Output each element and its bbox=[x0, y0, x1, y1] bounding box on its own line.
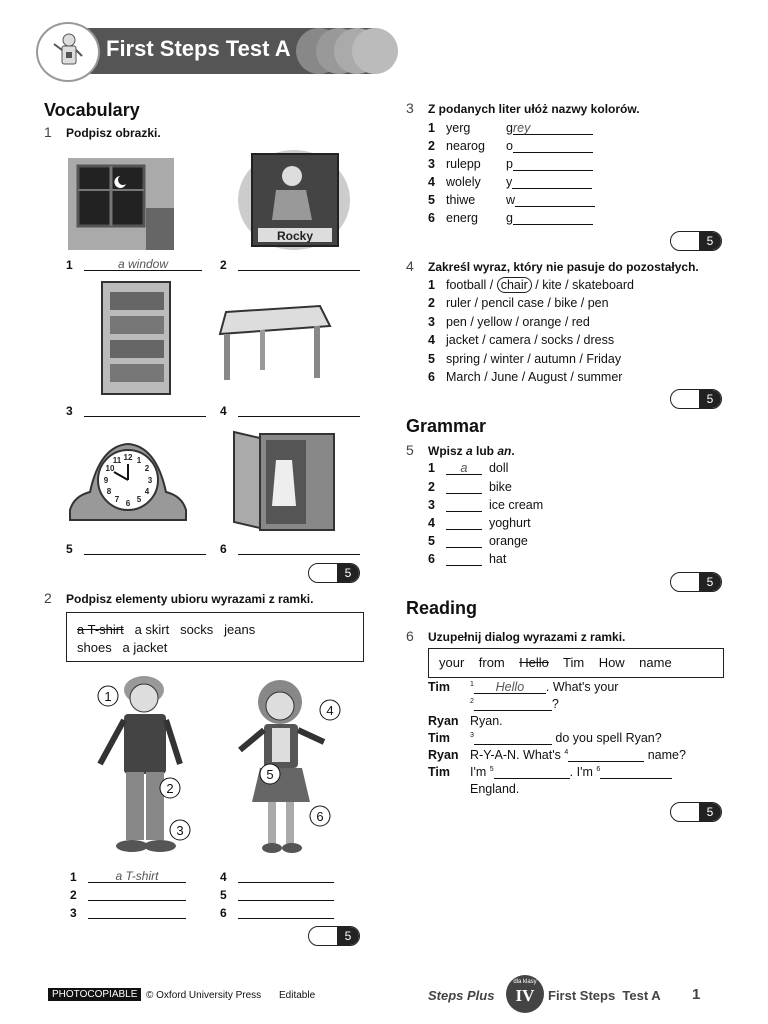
item-number: 6 bbox=[220, 542, 227, 556]
clock-numeral: 10 bbox=[105, 464, 115, 473]
box-word: Hello bbox=[519, 655, 549, 670]
box-word: jeans bbox=[224, 622, 256, 637]
question-number: 5 bbox=[406, 442, 414, 458]
answer-field[interactable] bbox=[446, 552, 482, 566]
item-number: 4 bbox=[220, 870, 227, 884]
answer-field[interactable] bbox=[474, 697, 552, 711]
answer-line[interactable] bbox=[88, 918, 186, 919]
dialog-line: $^2$ ? bbox=[470, 697, 559, 711]
item-number: 3 bbox=[66, 404, 73, 418]
question-number: 3 bbox=[406, 100, 414, 116]
page-number: 1 bbox=[692, 986, 701, 1003]
article-row: 3 ice cream bbox=[428, 498, 544, 512]
answer-field[interactable] bbox=[568, 748, 644, 762]
item-number: 4 bbox=[220, 404, 227, 418]
answer-field[interactable] bbox=[515, 193, 595, 207]
table-picture bbox=[216, 300, 332, 386]
odd-one-out-row[interactable]: 3 pen / yellow / orange / red bbox=[428, 315, 590, 329]
answer-line[interactable] bbox=[238, 270, 360, 271]
answer-line[interactable] bbox=[238, 918, 334, 919]
box-word: name bbox=[639, 655, 672, 670]
question-instruction: Zakreśl wyraz, który nie pasuje do pozostałych. bbox=[428, 260, 699, 274]
clock-numeral: 5 bbox=[136, 495, 142, 504]
bookcase-picture bbox=[100, 280, 172, 396]
answer-field[interactable] bbox=[513, 139, 593, 153]
item-number: 6 bbox=[220, 906, 227, 920]
article-row: 4 yoghurt bbox=[428, 516, 531, 530]
answer-line[interactable] bbox=[238, 554, 360, 555]
children-clothes-picture bbox=[80, 668, 380, 864]
article-row: 6 hat bbox=[428, 552, 507, 566]
item-number: 2 bbox=[220, 258, 227, 272]
clock-numeral: 2 bbox=[144, 464, 150, 473]
scramble-row: 6 energ g bbox=[428, 211, 593, 225]
box-word: Tim bbox=[563, 655, 585, 670]
question-number: 2 bbox=[44, 590, 52, 606]
clock-numeral: 1 bbox=[136, 456, 142, 465]
word-box bbox=[428, 648, 724, 678]
scramble-row: 5 thiwe w bbox=[428, 193, 595, 207]
editable-label: Editable bbox=[279, 990, 316, 1001]
question-number: 6 bbox=[406, 628, 414, 644]
dialog-line: Ryan Ryan. bbox=[428, 714, 503, 728]
example-answer: a T-shirt bbox=[115, 869, 159, 883]
odd-one-out-row[interactable]: 6 March / June / August / summer bbox=[428, 370, 623, 384]
scramble-row: 2 nearog o bbox=[428, 139, 593, 153]
clock-numeral: 7 bbox=[114, 495, 120, 504]
score-box: 5 bbox=[308, 563, 360, 583]
box-word: a jacket bbox=[122, 640, 168, 655]
photocopiable-label: PHOTOCOPIABLE bbox=[48, 988, 141, 1001]
question-instruction: Uzupełnij dialog wyrazami z ramki. bbox=[428, 630, 626, 644]
clock-picture bbox=[66, 440, 190, 524]
clock-numeral: 4 bbox=[144, 487, 150, 496]
question-instruction: Z podanych liter ułóż nazwy kolorów. bbox=[428, 102, 640, 116]
grade-badge: dla klasy IV bbox=[506, 975, 544, 1013]
answer-field[interactable] bbox=[446, 480, 482, 494]
callout-number: 2 bbox=[166, 781, 174, 796]
callout-number: 4 bbox=[326, 703, 334, 718]
robot-logo-icon bbox=[36, 22, 100, 82]
score-box: 5 bbox=[670, 802, 722, 822]
test-name: First Steps Test A bbox=[548, 988, 661, 1003]
answer-field[interactable] bbox=[474, 731, 552, 745]
vocabulary-heading: Vocabulary bbox=[44, 100, 140, 120]
answer-line[interactable] bbox=[84, 554, 206, 555]
item-number: 2 bbox=[70, 888, 77, 902]
callout-number: 6 bbox=[316, 809, 324, 824]
scramble-row: 1 yerg grey bbox=[428, 121, 593, 135]
clock-numeral: 8 bbox=[106, 487, 112, 496]
clock-numeral: 6 bbox=[125, 499, 131, 508]
article-row: 1 a doll bbox=[428, 461, 509, 475]
answer-field: a bbox=[446, 461, 482, 475]
poster-picture bbox=[236, 150, 352, 252]
odd-one-out-row: 1 football / chair / kite / skateboard bbox=[428, 278, 634, 292]
answer-line[interactable] bbox=[238, 416, 360, 417]
clock-numeral: 12 bbox=[123, 453, 133, 462]
score-box: 5 bbox=[670, 231, 722, 251]
wardrobe-picture bbox=[230, 430, 340, 532]
answer-field[interactable] bbox=[446, 498, 482, 512]
item-number: 1 bbox=[70, 870, 77, 884]
box-word: socks bbox=[180, 622, 214, 637]
window-picture bbox=[68, 158, 176, 252]
answer-line[interactable] bbox=[238, 900, 334, 901]
answer-field[interactable] bbox=[446, 516, 482, 530]
odd-one-out-row[interactable]: 5 spring / winter / autumn / Friday bbox=[428, 352, 622, 366]
answer-field[interactable] bbox=[446, 534, 482, 548]
box-word: from bbox=[478, 655, 505, 670]
score-box: 5 bbox=[670, 572, 722, 592]
answer-line[interactable] bbox=[238, 882, 334, 883]
callout-number: 1 bbox=[104, 689, 112, 704]
dialog-line: Tim I'm $^5$ . I'm $^6$ bbox=[428, 765, 728, 781]
copyright: © Oxford University Press bbox=[146, 990, 262, 1001]
answer-field: rey bbox=[513, 121, 593, 135]
clock-numeral: 9 bbox=[103, 476, 109, 485]
circled-word: chair bbox=[497, 277, 532, 293]
callout-number: 5 bbox=[266, 767, 274, 782]
answer-field[interactable] bbox=[600, 765, 672, 779]
answer-field[interactable] bbox=[513, 211, 593, 225]
reading-heading: Reading bbox=[406, 598, 478, 618]
article-row: 5 orange bbox=[428, 534, 528, 548]
grammar-heading: Grammar bbox=[406, 416, 487, 436]
answer-line[interactable] bbox=[88, 900, 186, 901]
question-number: 1 bbox=[44, 124, 52, 140]
box-word: a skirt bbox=[134, 622, 170, 637]
answer-field: Hello bbox=[474, 680, 546, 694]
callout-number: 3 bbox=[176, 823, 184, 838]
answer-field[interactable] bbox=[494, 765, 570, 779]
question-instruction: Podpisz obrazki. bbox=[66, 126, 161, 140]
odd-one-out-row[interactable]: 2 ruler / pencil case / bike / pen bbox=[428, 296, 609, 310]
item-number: 5 bbox=[220, 888, 227, 902]
dialog-line: Tim $^3$ do you spell Ryan? bbox=[428, 731, 662, 745]
box-word: a T-shirt bbox=[77, 622, 124, 637]
dialog-line: Tim $^1$ Hello . What's your bbox=[428, 680, 619, 694]
poster-text: Rocky bbox=[276, 229, 314, 243]
clock-numeral: 11 bbox=[112, 456, 122, 465]
question-instruction: Wpisz a lub an. bbox=[428, 444, 515, 458]
scramble-row: 3 rulepp p bbox=[428, 157, 593, 171]
clock-numeral: 3 bbox=[147, 476, 153, 485]
score-box: 5 bbox=[670, 389, 722, 409]
box-word: shoes bbox=[77, 640, 112, 655]
answer-line[interactable] bbox=[84, 416, 206, 417]
page-title: First Steps Test A bbox=[106, 36, 291, 61]
dialog-line: Ryan R-Y-A-N. What's $^4$ name? bbox=[428, 748, 686, 762]
box-word: How bbox=[598, 655, 625, 670]
header-decor-circle bbox=[352, 28, 398, 74]
series-name: Steps Plus bbox=[428, 988, 495, 1003]
box-word: your bbox=[439, 655, 465, 670]
dialog-line: England. bbox=[470, 782, 520, 796]
answer-field[interactable] bbox=[512, 175, 592, 189]
odd-one-out-row[interactable]: 4 jacket / camera / socks / dress bbox=[428, 333, 615, 347]
example-answer: a window bbox=[117, 257, 169, 271]
score-box: 5 bbox=[308, 926, 360, 946]
scramble-row: 4 wolely y bbox=[428, 175, 592, 189]
question-instruction: Podpisz elementy ubioru wyrazami z ramki. bbox=[66, 592, 314, 606]
article-row: 2 bike bbox=[428, 480, 512, 494]
item-number: 5 bbox=[66, 542, 73, 556]
item-number: 1 bbox=[66, 258, 73, 272]
question-number: 4 bbox=[406, 258, 414, 274]
word-box bbox=[66, 612, 364, 662]
item-number: 3 bbox=[70, 906, 77, 920]
answer-field[interactable] bbox=[513, 157, 593, 171]
